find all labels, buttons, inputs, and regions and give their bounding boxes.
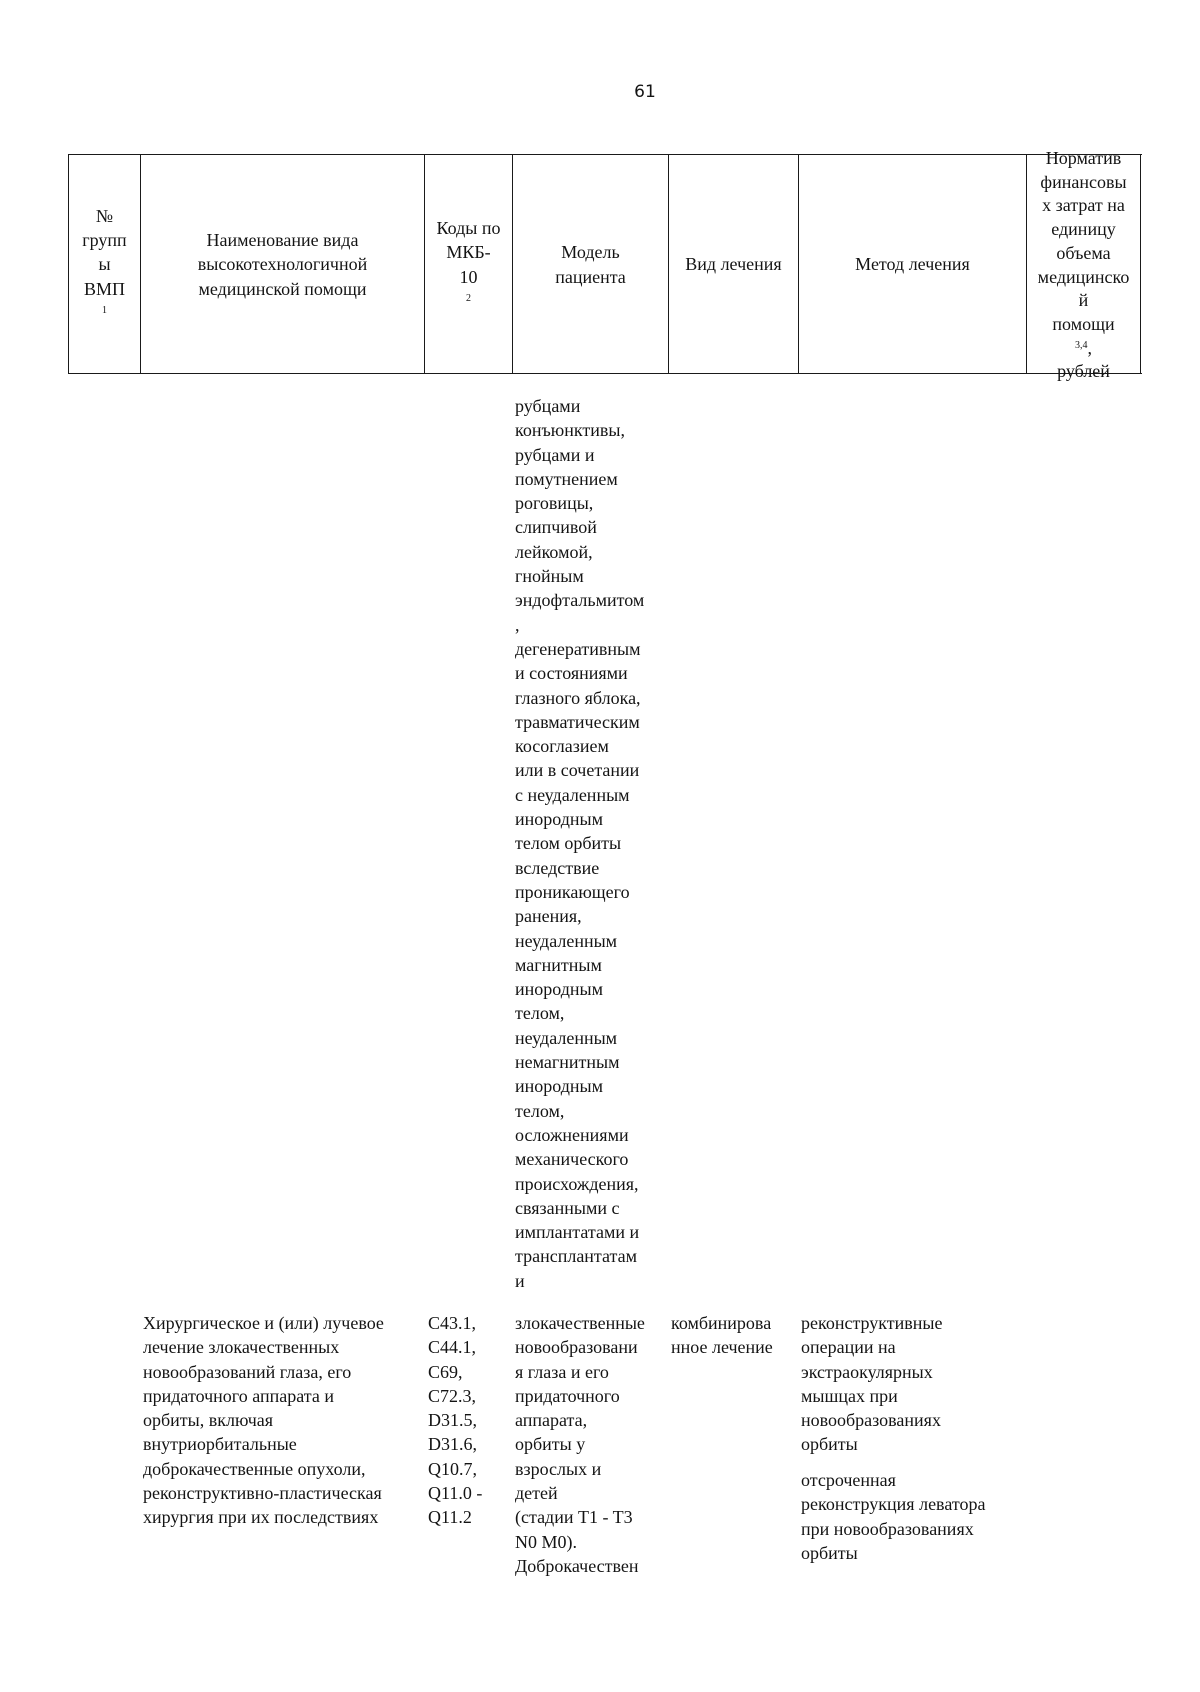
header-treatment-method: Метод лечения: [855, 254, 970, 275]
header-bottom-rule: [68, 373, 1142, 374]
header-treatment-type: Вид лечения: [685, 254, 782, 275]
header-care-type-name: Наименование вида высокотехнологичной медицинской помощи: [197, 230, 368, 299]
row-patient-model: злокачественные новообразовани я глаза и его придаточного аппарата, орбиты у взрослых и детей (стадии T1 - T3 N0 M0). Доброкачествен: [515, 1313, 645, 1576]
row-treatment-method: реконструктивные операции на экстраокулярных мышцах при новообразованиях орбиты: [801, 1313, 943, 1455]
header-patient-model: Модель пациента: [555, 242, 626, 287]
header-top-rule: [68, 154, 1142, 155]
page-number: 61: [634, 82, 656, 102]
header-icd-codes: Коды по МКБ- 10 $^2$: [436, 217, 501, 304]
header-column-divider: [1140, 154, 1141, 374]
header-group-number: № групп ы ВМП $^1$: [82, 205, 127, 316]
row-icd-codes: C43.1, C44.1, C69, C72.3, D31.5, D31.6, Q10.7, Q11.0 - Q11.2: [428, 1313, 483, 1528]
row-treatment-method: отсроченная реконструкция леватора при новообразованиях орбиты: [801, 1470, 986, 1563]
continued-patient-model-text: рубцами конъюнктивы, рубцами и помутнением роговицы, слипчивой лейкомой, гнойным эндофтальмитом , дегенеративным и состояниями глазного яблока, травматическим косоглазием или в сочетании с неудаленным инородным телом орбиты вследствие проникающего ранения, неудаленным магнитным инородным телом, неудаленным немагнитным инородным телом, осложнениями механического происхождения, связанными с имплантатами и трансплантатам и: [515, 396, 645, 1291]
row-care-type-name: Хирургическое и (или) лучевое лечение злокачественных новообразований глаза, его придаточного аппарата и орбиты, включая внутриорбитальные доброкачественные опухоли, реконструктивно-пластическая хирургия при их последствиях: [143, 1313, 384, 1528]
row-treatment-type: комбинирова нное лечение: [671, 1313, 773, 1358]
header-cost-standard: Норматив финансовы х затрат на единицу объема медицинско й помощи $^{3,4}$, рублей: [1037, 147, 1130, 382]
